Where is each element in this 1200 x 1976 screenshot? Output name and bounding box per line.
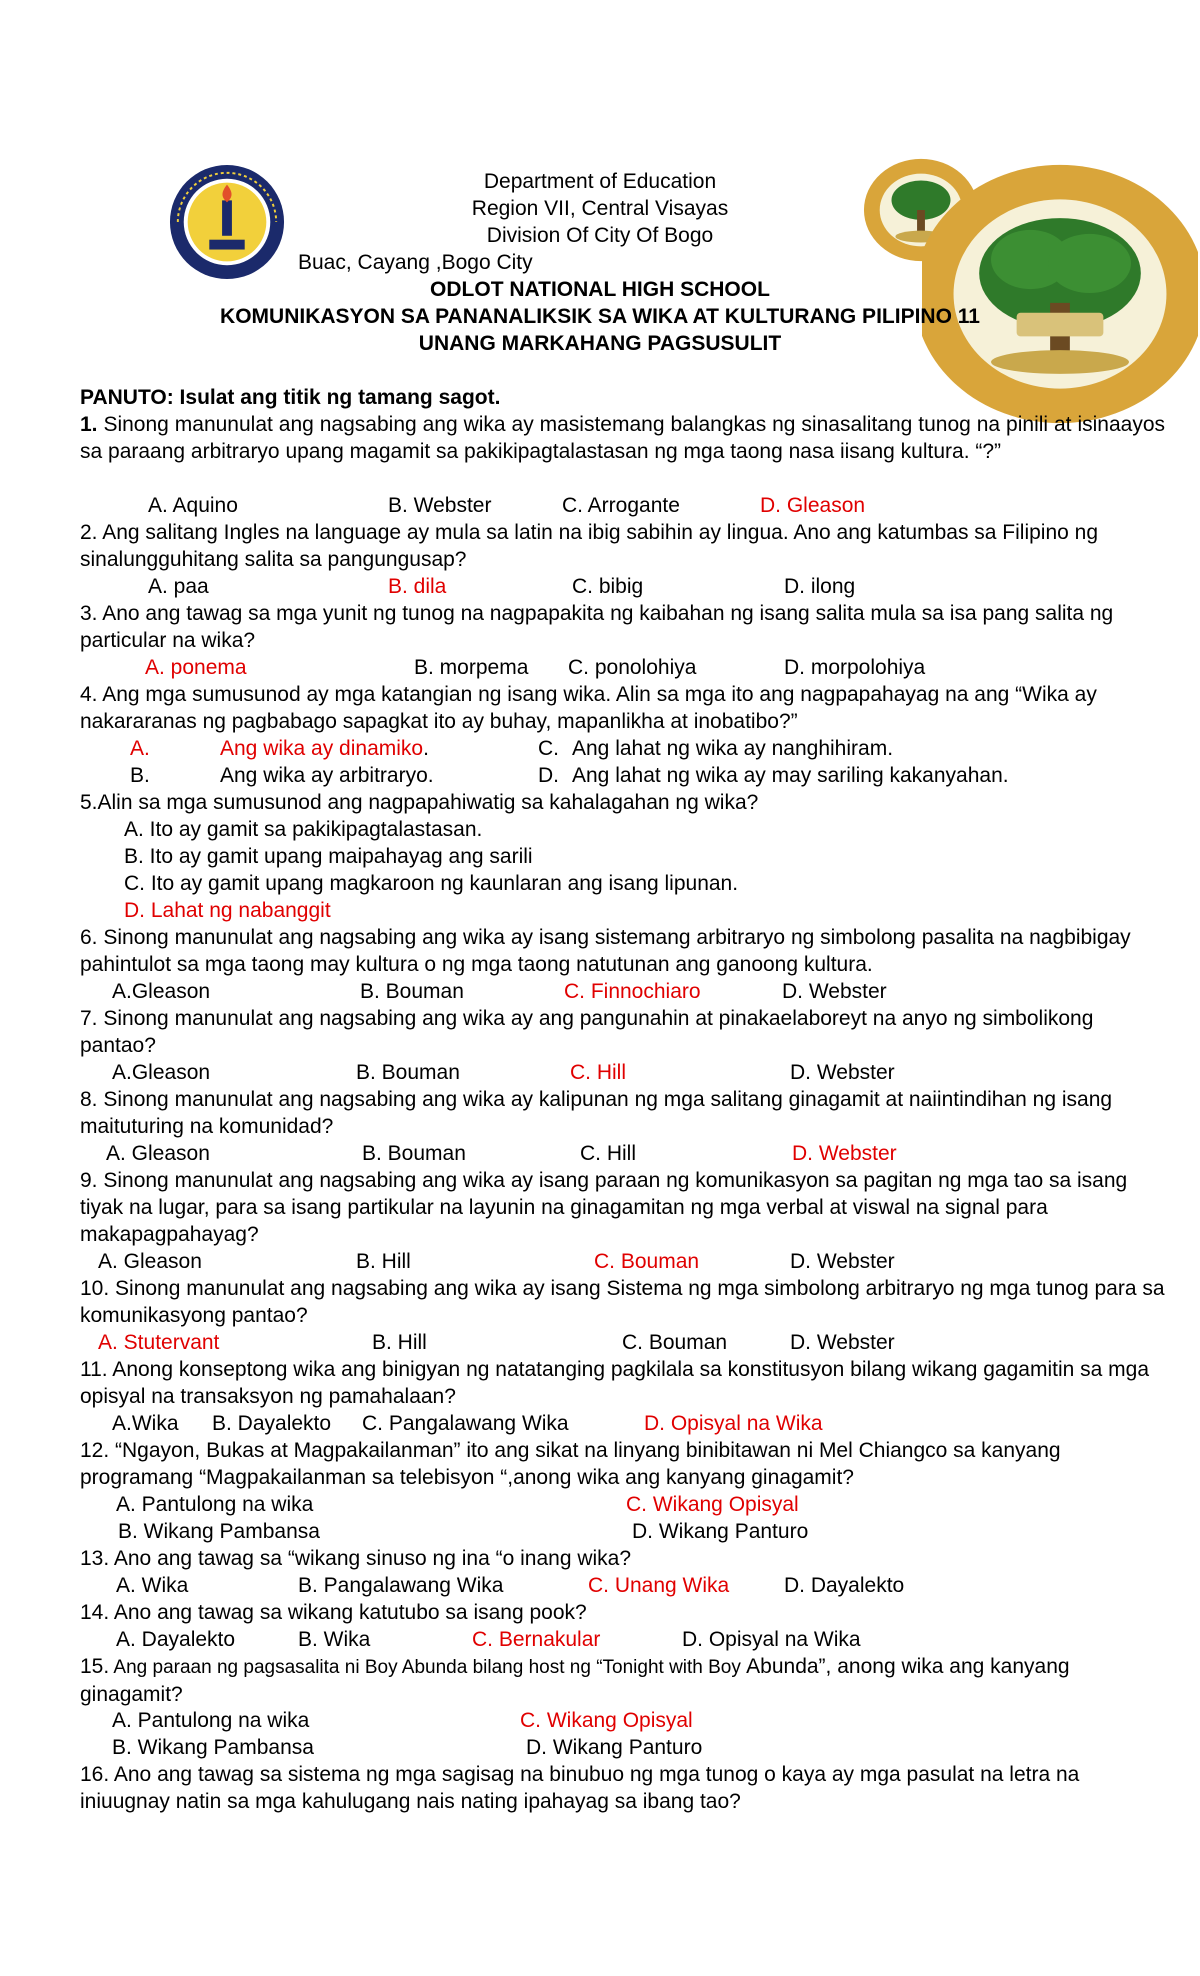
header-region: Region VII, Central Visayas (471, 197, 729, 220)
question-3: 3. Ano ang tawag sa mga yunit ng tunog na nagpapakita ng kaibahan ng isang salita mula sa isa pang salita ng particular na wika? (80, 602, 1114, 652)
q5-option-a: A. Ito ay gamit sa pakikipagtalastasan. (124, 818, 483, 841)
q10-option-d: D. Webster (790, 1331, 895, 1354)
question-13: 13. Ano ang tawag sa “wikang sinuso ng ina “o inang wika? (80, 1547, 632, 1570)
question-6: 6. Sinong manunulat ang nagsabing ang wika ay isang sistemang arbitraryo ng simbolong pasalita na nagbibigay pahintulot sa mga taong may kultura o ng mga taong natutunan ang ganoong kultura. (80, 926, 1131, 976)
question-1-text: Sinong manunulat ang nagsabing ang wika ay masistemang balangkas ng sinasalitang tunog na pinili at isinaayos sa paraang arbitraryo upang magamit sa pakikipagtalastasan ng mga taong nasa iisang kultura. “?” (80, 413, 1165, 463)
q4-option-d-letter: D. (538, 764, 559, 787)
q4-option-d: Ang lahat ng wika ay may sariling kakanyahan. (572, 764, 1009, 787)
question-16: 16. Ano ang tawag sa sistema ng mga sagisag na binubuo ng mga tunog o kaya ay mga pasulat na letra na iniuugnay natin sa mga kahulugang nais nating ipahayag sa ibang tao? (80, 1763, 1080, 1813)
q4-option-b-letter: B. (130, 764, 150, 787)
q5-option-c: C. Ito ay gamit upang magkaroon ng kaunlaran ang isang lipunan. (124, 872, 739, 895)
q14-option-d: D. Opisyal na Wika (682, 1628, 861, 1651)
question-15-text-cont: Abunda”, anong wika ang kanyang ginagamit? (80, 1655, 1070, 1706)
q14-option-a: A. Dayalekto (116, 1628, 236, 1651)
q12-option-c: C. Wikang Opisyal (626, 1493, 799, 1516)
q12-option-d: D. Wikang Panturo (632, 1520, 809, 1543)
q6-option-c: C. Finnochiaro (564, 980, 701, 1003)
q9-option-a: A. Gleason (98, 1250, 202, 1273)
q13-option-b: B. Pangalawang Wika (298, 1574, 504, 1597)
q5-option-b: B. Ito ay gamit upang maipahayag ang sarili (124, 845, 533, 868)
q3-option-b: B. morpema (414, 656, 529, 679)
q1-option-b: B. Webster (388, 494, 492, 517)
q11-option-a: A.Wika (112, 1412, 179, 1435)
question-5: 5.Alin sa mga sumusunod ang nagpapahiwatig sa kahalagahan ng wika? (80, 791, 759, 814)
q11-option-c: C. Pangalawang Wika (362, 1412, 569, 1435)
question-15-text: Ang paraan ng pagsasalita ni Boy Abunda bilang host ng “Tonight with Boy (109, 1657, 747, 1678)
header-division: Division Of City Of Bogo (486, 224, 714, 247)
header-department: Department of Education (483, 170, 717, 193)
q11-option-b: B. Dayalekto (212, 1412, 332, 1435)
q7-option-c: C. Hill (570, 1061, 626, 1084)
q8-option-b: B. Bouman (362, 1142, 466, 1165)
q7-option-b: B. Bouman (356, 1061, 460, 1084)
header-school-name: ODLOT NATIONAL HIGH SCHOOL (430, 278, 770, 301)
q11-option-d: D. Opisyal na Wika (644, 1412, 823, 1435)
question-10: 10. Sinong manunulat ang nagsabing ang wika ay isang Sistema ng mga simbolong arbitraryo ng mga tunog para sa komunikasyong pantao? (80, 1277, 1165, 1327)
q4-option-a (220, 735, 429, 762)
question-9: 9. Sinong manunulat ang nagsabing ang wika ay isang paraan ng komunikasyon sa pagitan ng mga tao sa isang tiyak na lugar, para sa isang partikular na layunin na ginagamitan ng mga verbal at viswal na signal para makapagpahayag? (80, 1169, 1128, 1246)
q4-option-c: Ang lahat ng wika ay nanghihiram. (572, 737, 894, 760)
q8-option-a: A. Gleason (106, 1142, 210, 1165)
q5-option-d: D. Lahat ng nabanggit (124, 899, 331, 922)
header-address: Buac, Cayang ,Bogo City (298, 251, 533, 274)
question-11: 11. Anong konseptong wika ang binigyan ng natatanging pagkilala sa konstitusyon bilang wikang gagamitin sa mga opisyal na transaksyon ng pamahalaan? (80, 1358, 1150, 1408)
q9-option-b: B. Hill (356, 1250, 411, 1273)
q4-option-a-letter: A. (130, 737, 150, 760)
question-7: 7. Sinong manunulat ang nagsabing ang wika ay ang pangunahin at pinakaelaboreyt na anyo ng simbolikong pantao? (80, 1007, 1094, 1057)
q3-option-d: D. morpolohiya (784, 656, 926, 679)
q1-option-a: A. Aquino (148, 494, 238, 517)
q12-option-a: A. Pantulong na wika (116, 1493, 314, 1516)
question-8: 8. Sinong manunulat ang nagsabing ang wika ay kalipunan ng mga salitang ginagamit at naiintindihan ng isang maituturing na komunidad? (80, 1088, 1113, 1138)
q12-option-b: B. Wikang Pambansa (118, 1520, 320, 1543)
q8-option-c: C. Hill (580, 1142, 636, 1165)
q7-option-d: D. Webster (790, 1061, 895, 1084)
question-15-number: 15. (80, 1655, 110, 1678)
instructions: PANUTO: Isulat ang titik ng tamang sagot. (80, 386, 501, 409)
q6-option-b: B. Bouman (360, 980, 464, 1003)
q4-option-c-letter: C. (538, 737, 559, 760)
q7-option-a: A.Gleason (112, 1061, 211, 1084)
question-14: 14. Ano ang tawag sa wikang katutubo sa isang pook? (80, 1601, 587, 1624)
q10-option-c: C. Bouman (622, 1331, 728, 1354)
q15-option-c: C. Wikang Opisyal (520, 1709, 693, 1732)
question-1 (80, 411, 1165, 465)
q9-option-c: C. Bouman (594, 1250, 700, 1273)
q14-option-b: B. Wika (298, 1628, 371, 1651)
question-1-number: 1. (80, 413, 98, 436)
q6-option-a: A.Gleason (112, 980, 211, 1003)
question-4: 4. Ang mga sumusunod ay mga katangian ng isang wika. Alin sa mga ito ang nagpapahayag na ang “Wika ay nakararanas ng pagbabago sapagkat ito ay buhay, mapanlikha at inobatibo?” (80, 683, 1097, 733)
q2-option-a: A. paa (148, 575, 209, 598)
q10-option-a: A. Stutervant (98, 1331, 220, 1354)
q4-option-b: Ang wika ay arbitraryo. (220, 764, 434, 787)
q10-option-b: B. Hill (372, 1331, 427, 1354)
q2-option-c: C. bibig (572, 575, 644, 598)
q1-option-c: C. Arrogante (562, 494, 680, 517)
q3-option-c: C. ponolohiya (568, 656, 697, 679)
question-12: 12. “Ngayon, Bukas at Magpakailanman” ito ang sikat na linyang binibitawan ni Mel Chiangco sa kanyang programang “Magpakailanman sa telebisyon “,anong wika ang kanyang ginagamit? (80, 1439, 1061, 1489)
header-exam-title: UNANG MARKAHANG PAGSUSULIT (418, 332, 782, 355)
q4-option-a-text: Ang wika ay dinamiko (220, 737, 424, 760)
q13-option-c: C. Unang Wika (588, 1574, 730, 1597)
q15-option-b: B. Wikang Pambansa (112, 1736, 314, 1759)
q15-option-d: D. Wikang Panturo (526, 1736, 703, 1759)
q8-option-d: D. Webster (792, 1142, 897, 1165)
q14-option-c: C. Bernakular (472, 1628, 601, 1651)
q9-option-d: D. Webster (790, 1250, 895, 1273)
q3-option-a: A. ponema (145, 656, 247, 679)
q2-option-b: B. dila (388, 575, 447, 598)
q2-option-d: D. ilong (784, 575, 856, 598)
header-subject: KOMUNIKASYON SA PANANALIKSIK SA WIKA AT KULTURANG PILIPINO 11 (220, 305, 980, 328)
question-2: 2. Ang salitang Ingles na language ay mula sa latin na ibig sabihin ay lingua. Ano ang katumbas sa Filipino ng sinalungguhitang salita sa pangungusap? (80, 521, 1099, 571)
q13-option-a: A. Wika (116, 1574, 189, 1597)
question-15 (80, 1653, 1165, 1708)
q6-option-d: D. Webster (782, 980, 887, 1003)
q15-option-a: A. Pantulong na wika (112, 1709, 310, 1732)
q13-option-d: D. Dayalekto (784, 1574, 905, 1597)
q4-option-a-period: . (423, 737, 429, 760)
q1-option-d: D. Gleason (760, 494, 866, 517)
